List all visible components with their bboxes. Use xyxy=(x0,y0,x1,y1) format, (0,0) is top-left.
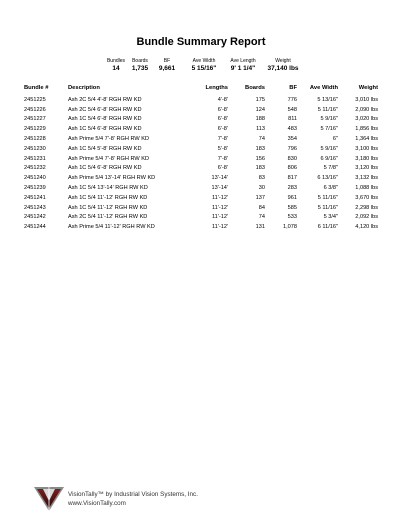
cell-bf: 533 xyxy=(287,214,297,221)
cell-weight: 2,298 lbs xyxy=(355,204,378,211)
cell-ave-width: 5 7/8" xyxy=(323,165,338,172)
cell-bf: 585 xyxy=(287,204,297,211)
cell-boards: 131 xyxy=(255,224,265,231)
bundle-table xyxy=(24,85,378,232)
cell-bf: 796 xyxy=(287,145,297,152)
summary-label-weight: Weight xyxy=(275,58,291,64)
cell-boards: 137 xyxy=(255,194,265,201)
cell-bf: 1,078 xyxy=(283,224,297,231)
cell-bf: 830 xyxy=(287,155,297,162)
cell-bundle: 2451229 xyxy=(24,126,46,133)
table-row xyxy=(24,173,378,183)
cell-boards: 74 xyxy=(258,214,265,221)
cell-weight: 3,132 lbs xyxy=(355,175,378,182)
column-header-bf: BF xyxy=(289,85,297,91)
cell-weight: 4,120 lbs xyxy=(355,224,378,231)
cell-bundle: 2451232 xyxy=(24,165,46,172)
cell-ave-width: 5 11/16" xyxy=(317,106,338,113)
cell-ave-width: 6 3/8" xyxy=(323,185,338,192)
cell-description: Ash 1C 5/4 13'-14' RGH RW KD xyxy=(68,185,148,192)
cell-bundle: 2451241 xyxy=(24,194,46,201)
cell-boards: 188 xyxy=(255,116,265,123)
cell-bundle: 2451240 xyxy=(24,175,46,182)
column-header-bundle: Bundle # xyxy=(24,85,49,91)
cell-weight: 3,100 lbs xyxy=(355,145,378,152)
cell-boards: 84 xyxy=(258,204,265,211)
cell-lengths: 5'-8' xyxy=(217,145,228,152)
cell-description: Ash Prime 5/4 7'-8' RGH RW KD xyxy=(68,155,149,162)
cell-ave-width: 5 3/4" xyxy=(323,214,338,221)
table-row xyxy=(24,203,378,213)
table-row xyxy=(24,183,378,193)
cell-boards: 175 xyxy=(255,96,265,103)
cell-bf: 483 xyxy=(287,126,297,133)
cell-bf: 776 xyxy=(287,96,297,103)
cell-ave-width: 5 9/16" xyxy=(320,116,338,123)
footer-website-link[interactable]: www.VisionTally.com xyxy=(68,500,126,507)
cell-bf: 817 xyxy=(287,175,297,182)
cell-boards: 183 xyxy=(255,145,265,152)
cell-bundle: 2451239 xyxy=(24,185,46,192)
cell-weight: 3,010 lbs xyxy=(355,96,378,103)
table-row xyxy=(24,134,378,144)
summary-label-boards: Boards xyxy=(132,58,148,64)
cell-bf: 283 xyxy=(287,185,297,192)
visiontally-v-logo-icon xyxy=(33,484,65,512)
table-row xyxy=(24,193,378,203)
cell-boards: 156 xyxy=(255,155,265,162)
cell-lengths: 7'-8' xyxy=(217,136,228,143)
cell-description: Ash 2C 5/4 4'-8' RGH RW KD xyxy=(68,96,142,103)
summary-value-bundles: 14 xyxy=(112,65,120,72)
summary-label-bundles: Bundles xyxy=(106,58,126,64)
cell-description: Ash 1C 5/4 11'-12' RGH RW KD xyxy=(68,204,148,211)
cell-lengths: 6'-8' xyxy=(217,165,228,172)
cell-ave-width: 6" xyxy=(332,136,338,143)
summary-label-ave-width: Ave Width xyxy=(192,58,216,64)
cell-bundle: 2451230 xyxy=(24,145,46,152)
cell-description: Ash 1C 5/4 11'-12' RGH RW KD xyxy=(68,194,148,201)
cell-boards: 74 xyxy=(258,136,265,143)
cell-boards: 113 xyxy=(256,126,265,133)
cell-lengths: 13'-14' xyxy=(211,185,228,192)
cell-bundle: 2451226 xyxy=(24,106,46,113)
summary-value-ave-length: 9' 1 1/4" xyxy=(230,65,256,72)
summary-value-boards: 1,735 xyxy=(131,65,149,72)
cell-ave-width: 5 13/16" xyxy=(317,96,338,103)
cell-ave-width: 6 9/16" xyxy=(320,155,338,162)
cell-lengths: 11'-12' xyxy=(211,204,228,211)
cell-lengths: 13'-14' xyxy=(211,175,228,182)
cell-description: Ash 1C 5/4 5'-8' RGH RW KD xyxy=(68,145,142,152)
table-row xyxy=(24,105,378,115)
cell-description: Ash 2C 5/4 11'-12' RGH RW KD xyxy=(68,214,148,221)
cell-weight: 1,364 lbs xyxy=(355,136,378,143)
summary-label-ave-length: Ave Length xyxy=(230,58,256,64)
cell-weight: 3,180 lbs xyxy=(355,155,378,162)
cell-lengths: 11'-12' xyxy=(211,194,228,201)
column-header-description: Description xyxy=(68,85,100,91)
cell-bf: 806 xyxy=(287,165,297,172)
cell-weight: 3,020 lbs xyxy=(355,116,378,123)
cell-ave-width: 6 13/16" xyxy=(317,175,338,182)
table-row xyxy=(24,144,378,154)
cell-ave-width: 5 9/16" xyxy=(320,145,338,152)
cell-weight: 2,090 lbs xyxy=(355,106,378,113)
cell-bf: 961 xyxy=(287,194,297,201)
table-header-row xyxy=(24,85,378,95)
cell-lengths: 11'-12' xyxy=(211,224,228,231)
cell-lengths: 6'-8' xyxy=(217,116,228,123)
cell-bf: 354 xyxy=(287,136,297,143)
cell-bundle: 2451225 xyxy=(24,96,46,103)
cell-ave-width: 5 11/16" xyxy=(317,204,338,211)
cell-weight: 2,092 lbs xyxy=(355,214,378,221)
cell-description: Ash Prime 5/4 13'-14' RGH RW KD xyxy=(68,175,156,182)
cell-bf: 811 xyxy=(288,116,297,123)
cell-ave-width: 5 11/16" xyxy=(317,194,338,201)
table-row xyxy=(24,95,378,105)
cell-lengths: 4'-8' xyxy=(217,96,228,103)
cell-boards: 30 xyxy=(258,185,265,192)
cell-weight: 3,120 lbs xyxy=(355,165,378,172)
cell-bundle: 2451242 xyxy=(24,214,46,221)
table-row xyxy=(24,124,378,134)
table-row xyxy=(24,213,378,223)
cell-lengths: 6'-8' xyxy=(217,126,228,133)
table-row xyxy=(24,154,378,164)
cell-lengths: 11'-12' xyxy=(211,214,228,221)
column-header-weight: Weight xyxy=(358,85,378,91)
cell-bundle: 2451243 xyxy=(24,204,46,211)
cell-bf: 548 xyxy=(287,106,297,113)
cell-lengths: 6'-8' xyxy=(217,106,228,113)
cell-weight: 1,856 lbs xyxy=(355,126,378,133)
cell-bundle: 2451227 xyxy=(24,116,46,123)
cell-description: Ash 1C 5/4 6'-8' RGH RW KD xyxy=(68,126,142,133)
cell-boards: 183 xyxy=(255,165,265,172)
cell-weight: 3,670 lbs xyxy=(355,194,378,201)
cell-description: Ash Prime 5/4 11'-12' RGH RW KD xyxy=(68,224,155,231)
cell-description: Ash 2C 5/4 6'-8' RGH RW KD xyxy=(68,106,142,113)
cell-lengths: 7'-8' xyxy=(217,155,228,162)
cell-weight: 1,088 lbs xyxy=(355,185,378,192)
table-row xyxy=(24,222,378,232)
cell-description: Ash Prime 5/4 7'-8' RGH RW KD xyxy=(68,136,149,143)
cell-boards: 83 xyxy=(258,175,265,182)
cell-bundle: 2451244 xyxy=(24,224,46,231)
summary-value-bf: 9,661 xyxy=(158,65,176,72)
summary-label-bf: BF xyxy=(163,58,171,64)
cell-description: Ash 1C 5/4 6'-8' RGH RW KD xyxy=(68,116,142,123)
table-row xyxy=(24,164,378,174)
column-header-lengths: Lengths xyxy=(205,85,228,91)
footer-company: VisionTally™ by Industrial Vision Systems, Inc. xyxy=(68,491,198,498)
summary-value-weight: 37,140 lbs xyxy=(267,65,299,72)
cell-ave-width: 5 7/16" xyxy=(320,126,338,133)
cell-description: Ash 1C 5/4 6'-8' RGH RW KD xyxy=(68,165,142,172)
cell-bundle: 2451231 xyxy=(24,155,46,162)
column-header-boards: Boards xyxy=(245,85,265,91)
report-title: Bundle Summary Report xyxy=(136,36,266,48)
table-row xyxy=(24,115,378,125)
cell-bundle: 2451228 xyxy=(24,136,46,143)
column-header-ave-width: Ave Width xyxy=(309,85,338,91)
summary-value-ave-width: 5 15/16" xyxy=(191,65,217,72)
cell-boards: 124 xyxy=(255,106,265,113)
cell-ave-width: 6 11/16" xyxy=(317,224,338,231)
